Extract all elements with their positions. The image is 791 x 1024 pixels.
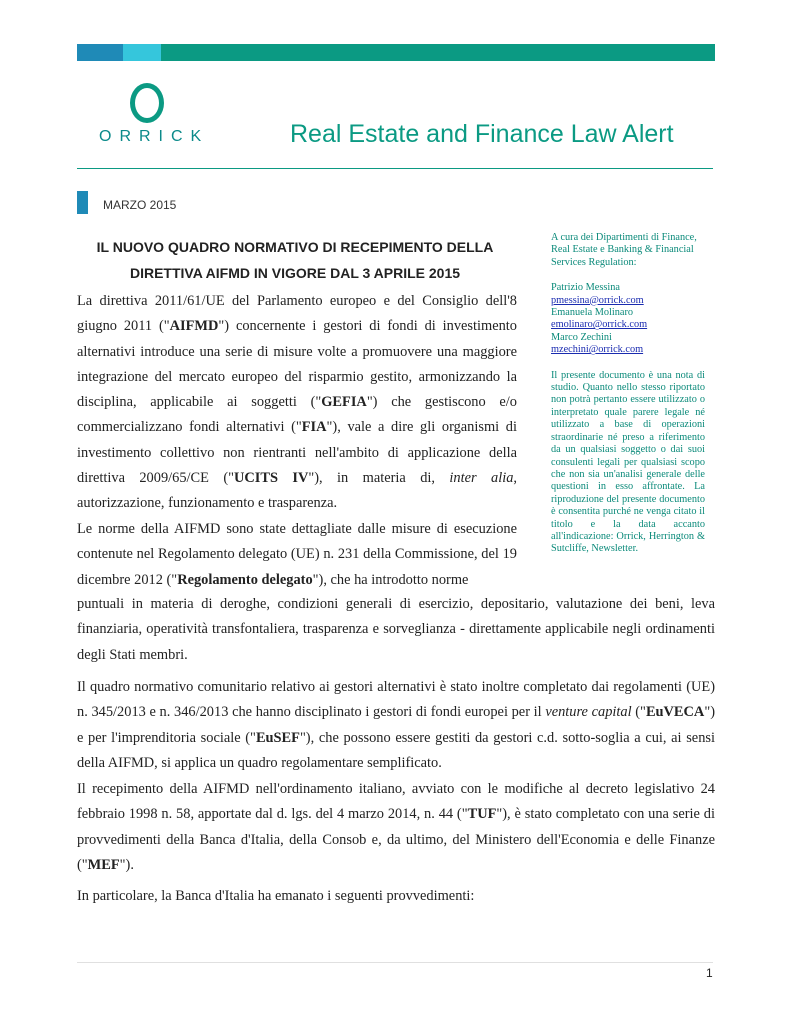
contact-name: Patrizio Messina — [551, 282, 620, 294]
orrick-logo — [99, 83, 209, 153]
logo-wordmark: ORRICK — [99, 128, 210, 145]
paragraph-3: Il quadro normativo comunitario relativo ai gestori alternativi è stato inoltre completato dai regolamenti (UE) n. 345/2013 e n. 346/2013 che hanno disciplinato i gestori di fondi europei per il venture capital ("EuVECA") e per l'imprenditoria sociale ("EuSEF"), che possono essere gestiti da gestori c.d. sotto-soglia a cui, ai sensi della AIFMD, si applica un quadro regolamentare semplificato. — [77, 679, 715, 771]
sidebar-notes — [551, 232, 705, 556]
issue-date: MARZO 2015 — [103, 198, 177, 212]
stripe-segment-blue — [77, 44, 123, 61]
document-title: Real Estate and Finance Law Alert — [290, 120, 674, 148]
sidebar-intro: A cura dei Dipartimenti di Finance, Real Estate e Banking & Financial Services Regulation: — [551, 232, 697, 268]
sidebar-disclaimer: Il presente documento è una nota di studio. Quanto nello stesso riportato non potrà pertanto essere utilizzato o interpretato quale parere legale né utilizzato a base di operazioni straordinarie né preso a riferimento da un qualsiasi soggetto o dai suoi consulenti legali per qualsiasi scopo che non sia un'analisi generale delle questioni in esso affrontate. La riproduzione del presente documento è consentita purché ne venga citato il titolo e la data accanto all'indicazione: Orrick, Herrington & Sutcliffe, Newsletter. — [551, 369, 705, 555]
logo-ring-icon — [130, 83, 164, 123]
paragraph-4: Il recepimento della AIFMD nell'ordinamento italiano, avviato con le modifiche al decreto legislativo 24 febbraio 1998 n. 58, apportate dal d. lgs. del 4 marzo 2014, n. 44 ("TUF"), è stato completato con una serie di provvedimenti della Banca d'Italia, della Consob e, da ultimo, del Ministero dell'Economia e delle Finanze ("MEF"). — [77, 781, 715, 873]
article-heading — [77, 234, 513, 286]
contact-name: Marco Zechini — [551, 331, 612, 343]
header-stripe — [77, 44, 715, 61]
paragraph-2-continued: puntuali in materia di deroghe, condizioni generali di esercizio, depositario, valutazione dei beni, leva finanziaria, operatività transfontaliera, trasparenza e sorveglianza - direttamente applicabile negli ordinamenti degli Stati membri. — [77, 596, 715, 663]
heading-line-1: IL NUOVO QUADRO NORMATIVO DI RECEPIMENTO DELLA — [96, 239, 494, 255]
paragraph-1: La direttiva 2011/61/UE del Parlamento europeo e del Consiglio dell'8 giugno 2011 ("AIFMD") concernente i gestori di fondi di investimento alternativi introduce una serie di misure volte a promuovere una maggiore integrazione del mercato europeo del risparmio gestito, armonizzando la disciplina, applicabile ai soggetti ("GEFIA") che gestiscono e/o commercializzano fondi alternativi ("FIA"), vale a dire gli organismi di investimento collettivo non rientranti nell'ambito di applicazione della direttiva 2009/65/CE ("UCITS IV"), in materia di, inter alia, autorizzazione, funzionamento e trasparenza. — [77, 293, 518, 512]
footer-divider — [77, 962, 713, 963]
contact-name: Emanuela Molinaro — [551, 307, 634, 319]
contact-email-link[interactable]: pmessina@orrick.com — [551, 294, 644, 306]
stripe-segment-cyan — [123, 44, 161, 61]
paragraph-2-start: Le norme della AIFMD sono state dettagliate dalle misure di esecuzione contenute nel Regolamento delegato (UE) n. 231 della Commissione, del 19 dicembre 2012 ("Regolamento delegato"), che ha introdotto norme — [77, 521, 517, 588]
date-marker — [77, 191, 88, 214]
header-divider — [77, 168, 713, 169]
page-number: 1 — [706, 966, 713, 980]
heading-line-2: DIRETTIVA AIFMD IN VIGORE DAL 3 APRILE 2015 — [129, 265, 461, 281]
contact-email-link[interactable]: mzechini@orrick.com — [551, 344, 644, 356]
contact-email-link[interactable]: emolinaro@orrick.com — [551, 319, 648, 331]
stripe-segment-green — [161, 44, 715, 61]
paragraph-5: In particolare, la Banca d'Italia ha emanato i seguenti provvedimenti: — [77, 888, 475, 904]
